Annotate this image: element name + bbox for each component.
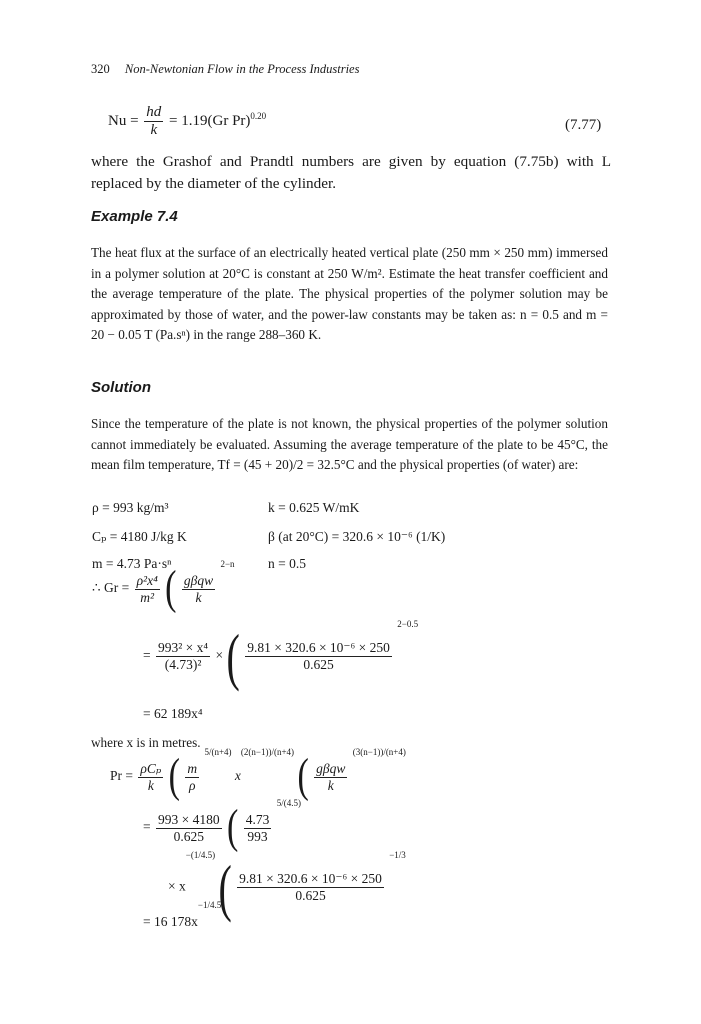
pr2-exp: 5/(4.5) [276, 798, 301, 808]
pr-f2-den: ρ [188, 777, 196, 793]
pr-xexp: (2(n−1))/(n+4) [240, 747, 295, 757]
solution-text: Since the temperature of the plate is not known, the physical properties of the polymer solution cannot immediately be evaluated. Assuming the average temperature of the plate to be 45°C, the mean film temperature, Tf = (45 + 20)/2 = 32.5°C and the physical properties (of water) are: [91, 416, 608, 472]
running-header [91, 62, 359, 77]
equals: = [143, 647, 151, 663]
pr-x: x [234, 768, 241, 784]
left-paren: ( [297, 750, 309, 803]
times-sign: × [215, 647, 224, 663]
prop-beta: β (at 20°C) = 320.6 × 10⁻⁶ (1/K) [268, 529, 446, 544]
gr2-exp: 2−0.5 [397, 619, 419, 629]
prop-m: m = 4.73 Pa·sⁿ [92, 556, 172, 571]
paragraph-grashof: where the Grashof and Prandtl numbers are given by equation (7.75b) with L replaced by the diameter of the cylinder. [91, 153, 611, 192]
pr2-f2-den: 993 [247, 828, 268, 844]
prop-rho: ρ = 993 kg/m³ [92, 500, 169, 515]
pr2-f1-den: 0.625 [173, 828, 204, 844]
eq-rhs: = 1.19(Gr Pr) [169, 113, 251, 130]
prop-k: k = 0.625 W/mK [268, 500, 360, 515]
pr3-xexp: −(1/4.5) [185, 850, 216, 860]
pr3-den: 0.625 [295, 888, 326, 903]
gr2-f1-den: (4.73)² [164, 657, 202, 672]
left-paren: ( [165, 562, 177, 615]
pr-f2-num: m [187, 761, 198, 776]
left-paren: ( [227, 801, 239, 854]
pr-exp1: 5/(n+4) [204, 747, 232, 757]
pr2-f2-num: 4.73 [245, 812, 270, 827]
gr-f1-num: ρ²x⁴ [136, 573, 158, 588]
gr-exp: 2−n [220, 559, 235, 569]
pr-f1-den: k [147, 777, 154, 793]
prop-cp: Cₚ = 4180 J/kg K [92, 529, 187, 544]
prandtl-result [143, 900, 222, 930]
solution-heading: Solution [91, 379, 151, 396]
eq-exponent: 0.20 [250, 111, 267, 122]
pr-f3-num: gβqw [316, 761, 346, 776]
grashof-result: = 62 189x⁴ [143, 706, 203, 721]
pr2-f1-num: 993 × 4180 [158, 812, 220, 827]
page-number: 320 [91, 62, 110, 76]
left-paren: ( [218, 851, 232, 924]
gr2-f1-num: 993² × x⁴ [158, 640, 209, 656]
pr-f1-num: ρCₚ [140, 761, 162, 776]
gr-f2-den: k [195, 589, 202, 605]
pr3-x: × x [168, 878, 186, 894]
gr-lhs: ∴ Gr = [92, 580, 130, 596]
example-heading: Example 7.4 [91, 208, 178, 225]
nu-lhs: Nu = [108, 113, 139, 130]
pr3-exp: −1/3 [389, 850, 406, 860]
left-paren: ( [226, 620, 240, 693]
prop-n: n = 0.5 [268, 556, 306, 571]
pr-result-exp: −1/4.5 [197, 900, 222, 910]
k-denominator: k [150, 122, 158, 139]
where-x-text: where x is in metres. [91, 735, 201, 750]
prandtl-numeric [143, 798, 301, 854]
pr-lhs: Pr = [110, 768, 133, 784]
pr-exp3: (3(n−1))/(n+4) [352, 747, 406, 757]
grashof-numeric [143, 619, 419, 693]
left-paren: ( [168, 750, 180, 803]
equation-7-77 [108, 104, 266, 140]
running-title: Non-Newtonian Flow in the Process Industries [124, 62, 360, 76]
pr-result: = 16 178x [143, 914, 198, 929]
gr-f1-den: m² [140, 589, 155, 605]
gr2-f2-den: 0.625 [303, 657, 334, 672]
equals: = [143, 819, 151, 835]
pr-f3-den: k [327, 777, 334, 793]
gr-f2-num: gβqw [183, 573, 214, 588]
pr3-num: 9.81 × 320.6 × 10⁻⁶ × 250 [239, 871, 382, 887]
hd-numerator: hd [144, 104, 163, 122]
example-text: The heat flux at the surface of an electrically heated vertical plate (250 mm × 250 mm) immersed in a polymer solution at 20°C is constant at 250 W/m². Estimate the heat transfer coefficient and the average temperature of the plate. The physical properties of the polymer solution may be approximated by those of water, and the power-law constants may be taken as: n = 0.5 and m = 20 − 0.05 T (Pa.sⁿ) in the range 288–360 K. [91, 245, 608, 342]
equation-label: (7.77) [565, 117, 602, 133]
gr2-f2-num: 9.81 × 320.6 × 10⁻⁶ × 250 [247, 640, 390, 656]
